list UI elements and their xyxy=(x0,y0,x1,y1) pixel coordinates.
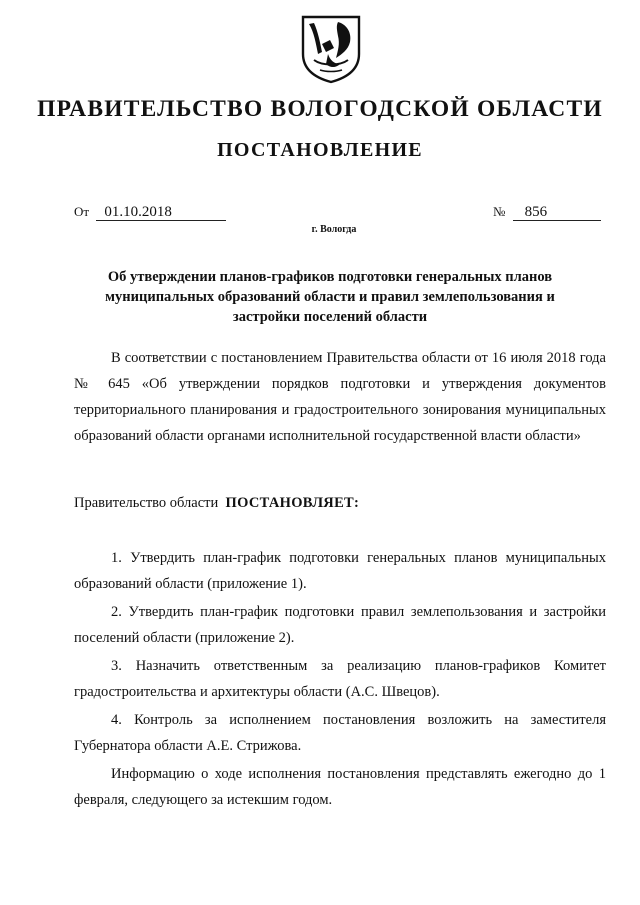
list-item: 3. Назначить ответственным за реализацию планов-графиков Комитет градостроительства и архитектуры области (А.С. Швецов). xyxy=(74,658,606,700)
list-item: 4. Контроль за исполнением постановления возложить на заместителя Губернатора области А.Е. Стрижова. xyxy=(74,712,606,754)
list-item: 2. Утвердить план-график подготовки правил землепользования и застройки поселений области (приложение 2). xyxy=(74,604,606,646)
number-row xyxy=(493,204,601,221)
date-label: От xyxy=(74,204,90,219)
resolves-line xyxy=(74,490,606,516)
preamble-paragraph: В соответствии с постановлением Правительства области от 16 июля 2018 года № 645 «Об утверждении порядков подготовки и утверждения документов территориального планирования и градостроительного зонирования муниципальных образований области органами исполнительной государственной власти области» xyxy=(74,350,606,444)
info-paragraph: Информацию о ходе исполнения постановления представлять ежегодно до 1 февраля, следующего за истекшим годом. xyxy=(74,766,606,808)
resolves-prefix: Правительство области xyxy=(74,495,219,511)
document-type: ПОСТАНОВЛЕНИЕ xyxy=(217,139,423,161)
document-title: Об утверждении планов-графиков подготовки генеральных планов муниципальных образований области и правил землепользования и застройки поселений области xyxy=(105,269,555,325)
document-number: 856 xyxy=(513,205,601,221)
resolves-word: ПОСТАНОВЛЯЕТ: xyxy=(225,495,360,511)
document-date: 01.10.2018 xyxy=(96,205,226,221)
organization-name: ПРАВИТЕЛЬСТВО ВОЛОГОДСКОЙ ОБЛАСТИ xyxy=(37,96,603,122)
number-label: № xyxy=(493,204,506,219)
date-row xyxy=(74,204,226,221)
list-item: 1. Утвердить план-график подготовки генеральных планов муниципальных образований области (приложение 1). xyxy=(74,550,606,592)
city-name: г. Вологда xyxy=(311,224,357,235)
vologda-coat-of-arms-icon xyxy=(300,14,362,84)
